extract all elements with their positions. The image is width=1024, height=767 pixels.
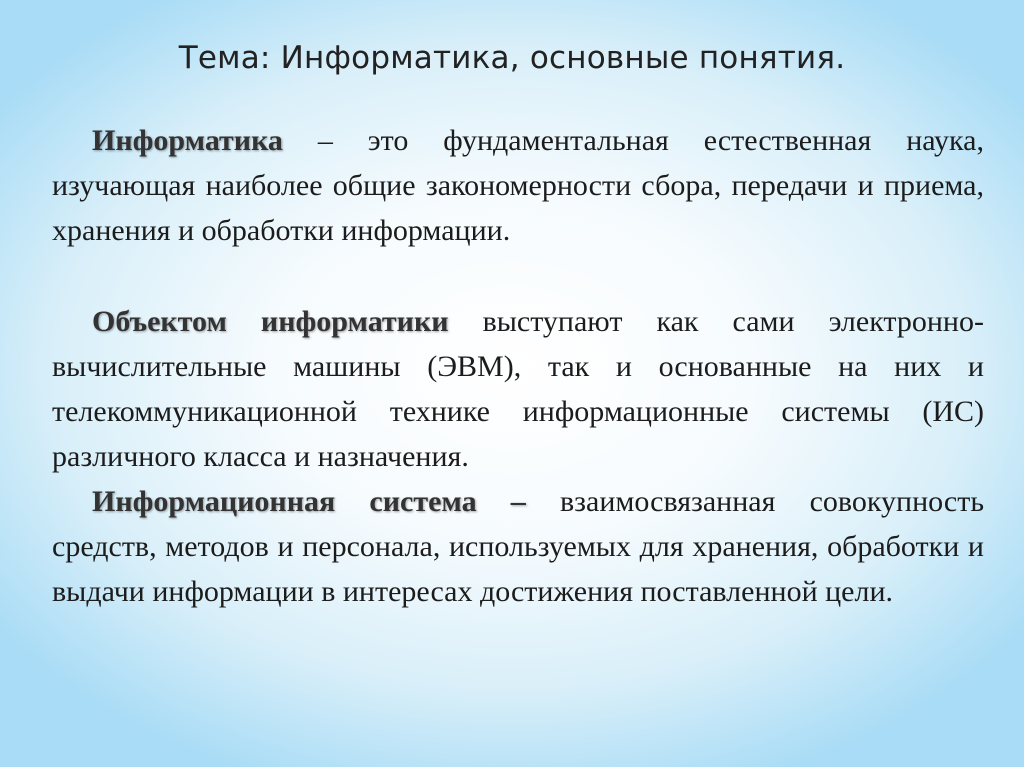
term-informatics: Информатика <box>92 124 283 157</box>
slide-content <box>52 118 984 614</box>
slide-title: Тема: Информатика, основные понятия. <box>178 40 846 76</box>
definition-text-informatics: – это фундаментальная естественная наука, изучающая наиболее общие закономерности сбора, передачи и приема, хранения и обработки информации. <box>52 124 984 247</box>
definition-text-object: выступают как сами электронно-вычислительные машины (ЭВМ), так и основанные на них и телекоммуникационной технике информационные системы (ИС) различного класса и назначения. <box>52 305 984 473</box>
term-information-system: Информационная система – <box>92 485 526 518</box>
term-object: Объектом информатики <box>92 305 449 338</box>
definition-text-information-system: взаимосвязанная совокупность средств, методов и персонала, используемых для хранения, обработки и выдачи информации в интересах достижения поставленной цели. <box>52 485 984 608</box>
definition-informatics <box>52 118 984 253</box>
definition-information-system <box>52 479 984 614</box>
definition-object <box>52 299 984 479</box>
